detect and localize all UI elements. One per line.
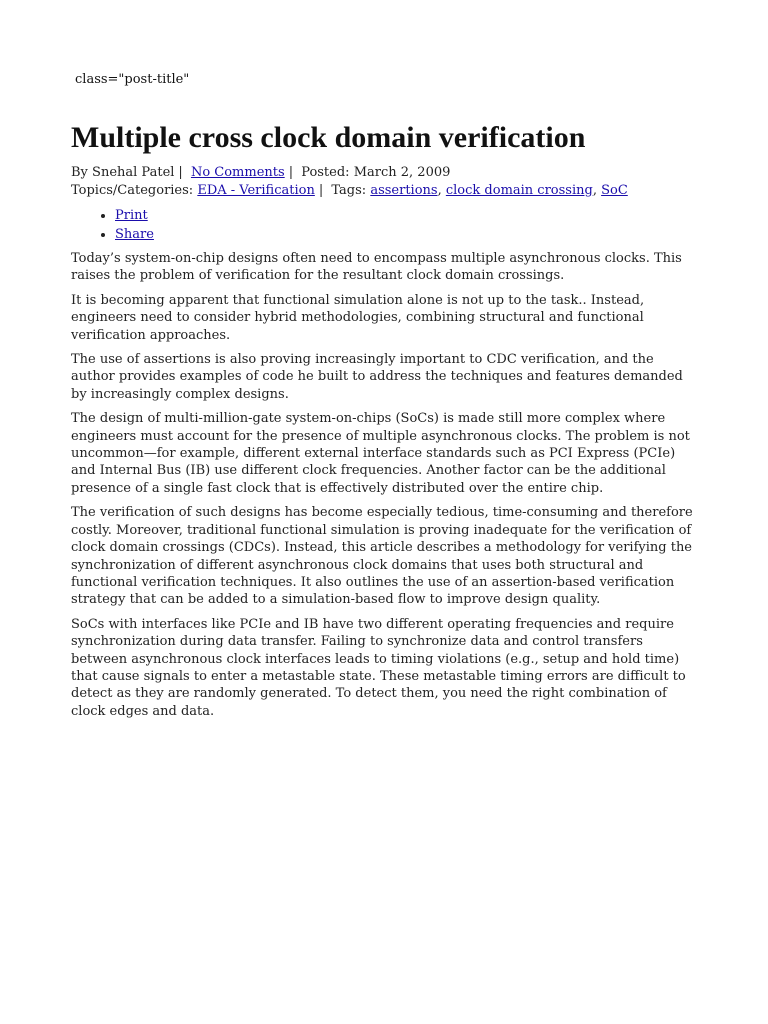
tag-link-soc[interactable]: SoC — [601, 183, 628, 198]
article-paragraph: The verification of such designs has become especially tedious, time-consuming and therefore costly. Moreover, traditional functional simulation is proving inadequate for the verification of clock domain crossings (CDCs). Instead, this article describes a methodology for verifying the synchronization of different asynchronous clock domains that uses both structural and functional verification techniques. It also outlines the use of an assertion-based verification strategy that can be added to a simulation-based flow to improve design quality. — [71, 505, 693, 608]
tags-label: Tags: — [331, 183, 367, 198]
comma: , — [437, 183, 442, 198]
share-item — [115, 225, 701, 244]
comments-link[interactable]: No Comments — [190, 165, 285, 180]
article-paragraph: The design of multi-million-gate system-on-chips (SoCs) is made still more complex where engineers must account for the presence of multiple asynchronous clocks. The problem is not uncommon—for example, different external interface standards such as PCI Express (PCIe) and Internal Bus (IB) use different clock frequencies. Another factor can be the additional presence of a single fast clock that is effectively distributed over the entire chip. — [71, 411, 690, 496]
post-meta-line-1 — [71, 164, 701, 182]
category-link[interactable]: EDA - Verification — [197, 183, 315, 198]
posted-date: March 2, 2009 — [353, 165, 451, 180]
share-link[interactable]: Share — [115, 227, 154, 242]
tag-link-assertions[interactable]: assertions — [370, 183, 438, 198]
print-item — [115, 206, 701, 225]
tag-link-clock-domain-crossing[interactable]: clock domain crossing — [445, 183, 593, 198]
article-paragraph: Today’s system-on-chip designs often need to encompass multiple asynchronous clocks. This raises the problem of verification for the resultant clock domain crossings. — [71, 251, 682, 284]
separator: | — [318, 183, 324, 198]
separator: | — [288, 165, 294, 180]
print-link[interactable]: Print — [115, 208, 148, 223]
share-actions-list — [71, 206, 701, 244]
posted-label: Posted: — [301, 165, 350, 180]
post-meta-line-2 — [71, 182, 701, 200]
by-prefix: By — [71, 165, 88, 180]
article-paragraph: The use of assertions is also proving increasingly important to CDC verification, and the author provides examples of code he built to address the techniques and features demanded by increasingly complex designs. — [71, 352, 683, 402]
topics-label: Topics/Categories: — [71, 183, 194, 198]
article-body — [71, 250, 701, 720]
article-paragraph: It is becoming apparent that functional simulation alone is not up to the task.. Instead, engineers need to consider hybrid methodologies, combining structural and functional verification approaches. — [71, 292, 645, 343]
post-title: Multiple cross clock domain verification — [71, 121, 586, 154]
post-meta — [71, 164, 701, 200]
stray-attribute-text: class="post-title" — [75, 72, 190, 87]
article-paragraph: SoCs with interfaces like PCIe and IB have two different operating frequencies and require synchronization during data transfer. Failing to synchronize data and control transfers between asynchronous clock interfaces leads to timing violations (e.g., setup and hold time) that cause signals to enter a metastable state. These metastable timing errors are difficult to detect as they are randomly generated. To detect them, you need the right combination of clock edges and data. — [71, 616, 686, 719]
separator: | — [178, 165, 183, 180]
comma: , — [592, 183, 597, 198]
post-content — [71, 120, 701, 727]
author-name: Snehal Patel — [92, 165, 175, 180]
